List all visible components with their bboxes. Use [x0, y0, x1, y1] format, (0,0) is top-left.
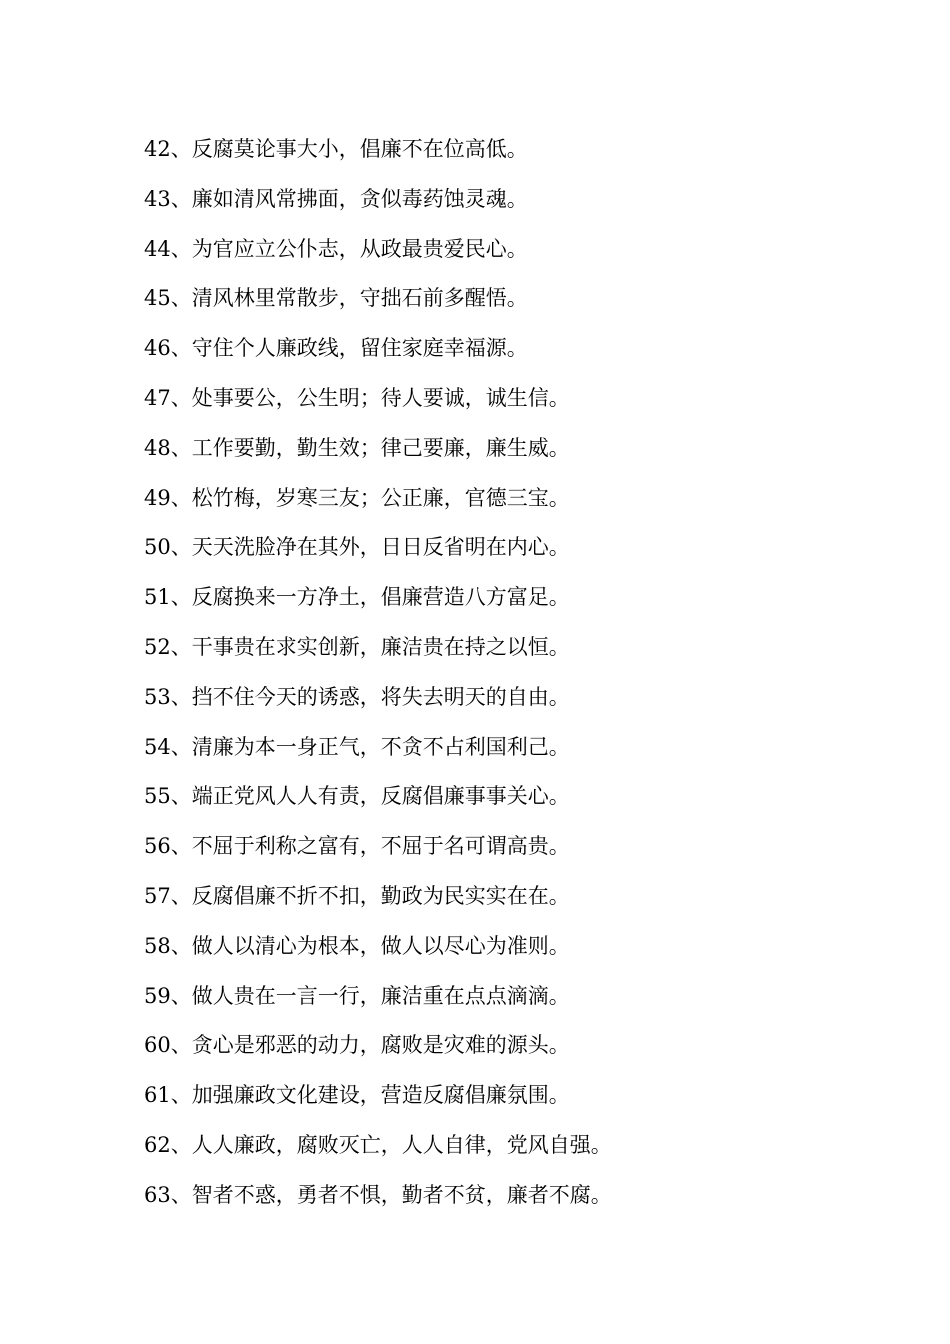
list-item: 42、反腐莫论事大小，倡廉不在位高低。	[144, 137, 528, 161]
list-item: 50、天天洗脸净在其外，日日反省明在内心。	[144, 535, 570, 560]
list-item: 43、廉如清风常拂面，贪似毒药蚀灵魂。	[144, 186, 528, 211]
slogan-list	[144, 130, 844, 1226]
list-item: 59、做人贵在一言一行，廉洁重在点点滴滴。	[144, 983, 570, 1008]
list-item: 46、守住个人廉政线，留住家庭幸福源。	[144, 336, 528, 361]
list-item: 49、松竹梅，岁寒三友；公正廉，官德三宝。	[144, 485, 570, 510]
list-item: 47、处事要公，公生明；待人要诚，诚生信。	[144, 385, 570, 410]
list-item: 53、挡不住今天的诱惑，将失去明天的自由。	[144, 684, 570, 709]
list-item: 51、反腐换来一方净土，倡廉营造八方富足。	[144, 585, 570, 610]
list-item: 45、清风林里常散步，守拙石前多醒悟。	[144, 286, 528, 311]
list-item: 44、为官应立公仆志，从政最贵爱民心。	[144, 236, 528, 261]
list-item: 57、反腐倡廉不折不扣，勤政为民实实在在。	[144, 883, 570, 908]
list-item: 58、做人以清心为根本，做人以尽心为准则。	[144, 933, 570, 958]
list-item: 61、加强廉政文化建设，营造反腐倡廉氛围。	[144, 1083, 570, 1108]
list-item: 52、干事贵在求实创新，廉洁贵在持之以恒。	[144, 634, 570, 659]
list-item: 55、端正党风人人有责，反腐倡廉事事关心。	[144, 784, 570, 809]
list-item: 54、清廉为本一身正气，不贪不占利国利己。	[144, 734, 570, 759]
list-item: 63、智者不惑，勇者不惧，勤者不贫，廉者不腐。	[144, 1182, 612, 1207]
list-item: 60、贪心是邪恶的动力，腐败是灾难的源头。	[144, 1033, 570, 1058]
list-item: 62、人人廉政，腐败灭亡，人人自律，党风自强。	[144, 1132, 612, 1157]
list-item: 48、工作要勤，勤生效；律己要廉，廉生威。	[144, 435, 570, 460]
list-item: 56、不屈于利称之富有，不屈于名可谓高贵。	[144, 834, 570, 859]
